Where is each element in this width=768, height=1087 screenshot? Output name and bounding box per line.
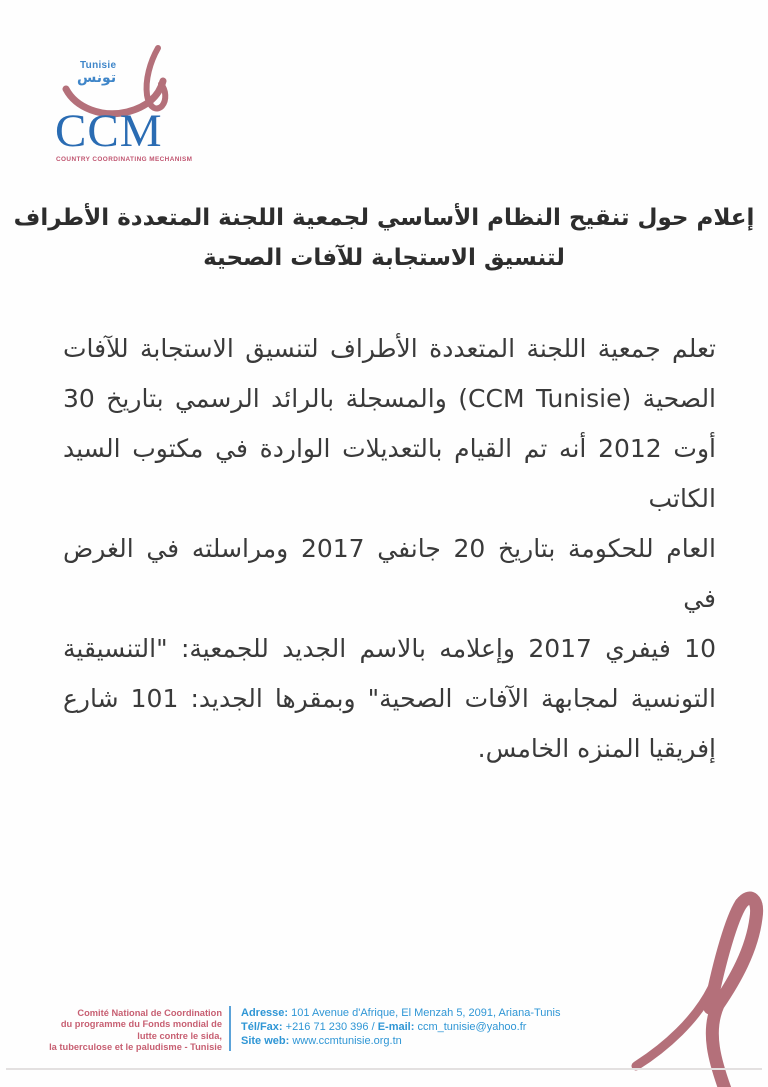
siteweb-value: www.ccmtunisie.org.tn	[292, 1034, 402, 1047]
footer-organization-name	[40, 1008, 222, 1053]
telfax-label: Tél/Fax:	[241, 1020, 283, 1033]
ccm-logo	[0, 0, 200, 180]
siteweb-label: Site web:	[241, 1034, 290, 1047]
footer-website-line	[241, 1035, 601, 1049]
address-value: 101 Avenue d'Afrique, El Menzah 5, 2091, Ariana-Tunis	[291, 1007, 561, 1019]
footer-org-line: Comité National de Coordination	[77, 1008, 222, 1018]
footer-org-line: la tuberculose et le paludisme - Tunisie	[49, 1041, 222, 1052]
body-line: التونسية لمجابهة الآفات الصحية" وبمقرها الجديد: 101 شارع	[63, 684, 716, 713]
body-line: أوت 2012 أنه تم القيام بالتعديلات الواردة في مكتوب السيد الكاتب	[63, 434, 716, 513]
document-body	[63, 324, 716, 774]
logo-subtitle: COUNTRY COORDINATING MECHANISM	[56, 156, 193, 163]
awareness-ribbon-graphic	[598, 868, 768, 1087]
logo-acronym: CCM	[55, 105, 163, 157]
body-line: تعلم جمعية اللجنة المتعددة الأطراف لتنسيق الاستجابة للآفات	[63, 334, 716, 363]
logo-country-label-arabic: تونس	[77, 70, 117, 86]
logo-country-label: Tunisie	[80, 60, 117, 71]
footer-org-line: lutte contre le sida,	[137, 1030, 222, 1041]
footer-org-line: du programme du Fonds mondial de	[60, 1019, 222, 1030]
telfax-value: +216 71 230 396 /	[285, 1020, 375, 1033]
footer-address-line	[241, 1007, 601, 1021]
footer-rule	[6, 1068, 762, 1070]
footer-contact-block	[241, 1007, 601, 1048]
address-label: Adresse:	[241, 1007, 289, 1019]
document-title-line2: لتنسيق الاستجابة للآفات الصحية	[203, 245, 565, 271]
email-label: E-mail:	[377, 1020, 415, 1033]
footer-telfax-email-line	[241, 1021, 601, 1035]
body-line: الصحية (CCM Tunisie) والمسجلة بالرائد الرسمي بتاريخ 30	[63, 384, 717, 413]
footer-divider	[229, 1006, 231, 1051]
document-title	[0, 198, 768, 278]
body-line: العام للحكومة بتاريخ 20 جانفي 2017 ومراسلته في الغرض في	[63, 534, 716, 613]
body-line: 10 فيفري 2017 وإعلامه بالاسم الجديد للجمعية: "التنسيقية	[63, 634, 716, 663]
body-line: إفريقيا المنزه الخامس.	[477, 734, 716, 763]
email-value: ccm_tunisie@yahoo.fr	[417, 1020, 527, 1033]
document-title-line1: إعلام حول تنقيح النظام الأساسي لجمعية اللجنة المتعددة الأطراف	[13, 205, 755, 231]
